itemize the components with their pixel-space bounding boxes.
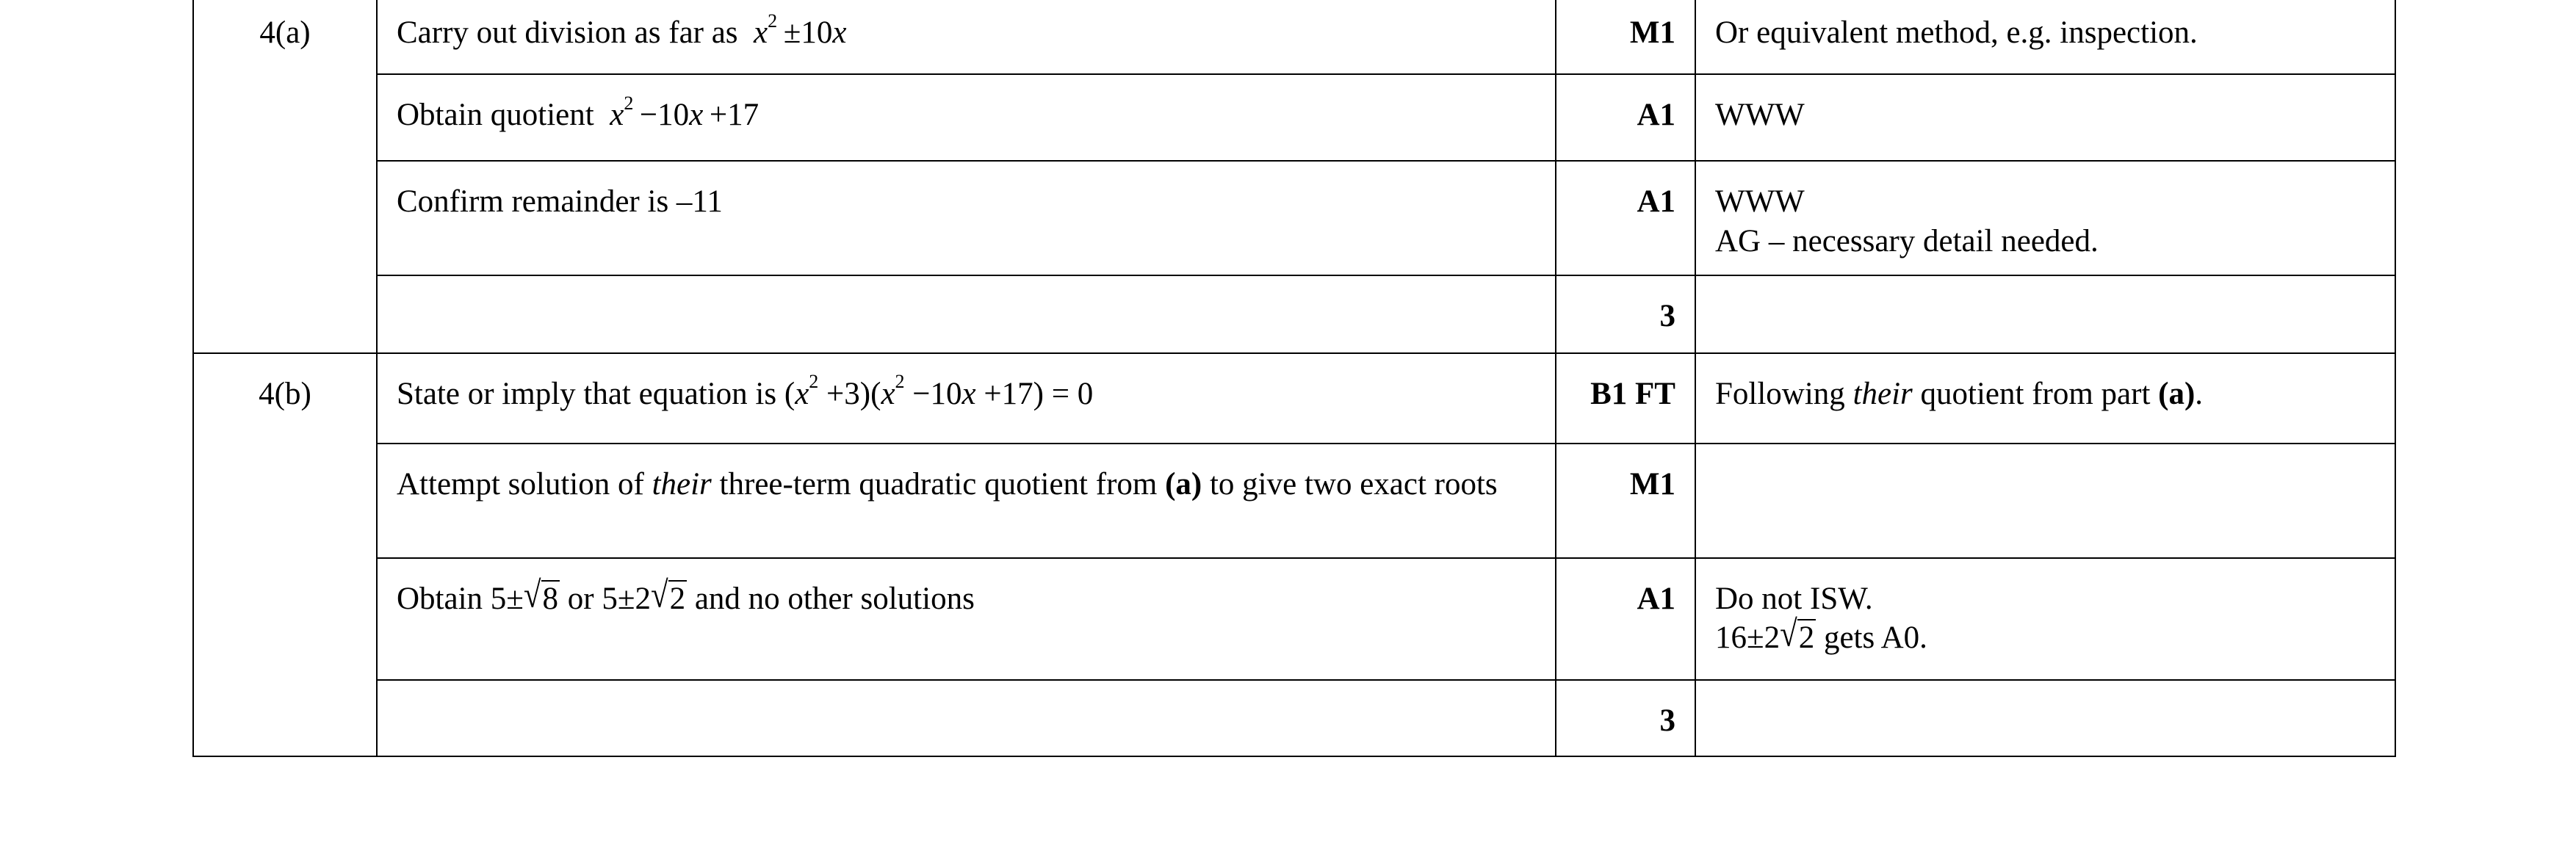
mark-cell: M1: [1556, 0, 1695, 74]
mark-cell: B1 FT: [1556, 353, 1695, 444]
guidance-cell: Following their quotient from part (a).: [1695, 353, 2395, 444]
guidance-cell: Or equivalent method, e.g. inspection.: [1695, 0, 2395, 74]
answer-cell: Obtain quotient $x^2 -10x +17$: [377, 74, 1556, 161]
table-row: [193, 558, 2395, 680]
answer-cell: Confirm remainder is –11: [377, 161, 1556, 275]
math-expression: $x^2 \pm 10x$: [754, 10, 847, 50]
answer-cell: State or imply that equation is $(x^2 +3)(x^2 -10x +17) = 0$: [377, 353, 1556, 444]
mark-scheme-table: [192, 0, 2396, 757]
square-root: √8: [523, 574, 559, 616]
answer-cell-empty: [377, 275, 1556, 353]
question-number: 4(a): [193, 0, 377, 353]
table-row: [193, 444, 2395, 558]
table-row: [193, 0, 2395, 74]
total-mark: 3: [1556, 275, 1695, 353]
guidance-cell-empty: [1695, 444, 2395, 558]
guidance-cell: WWW AG – necessary detail needed.: [1695, 161, 2395, 275]
table-row: [193, 161, 2395, 275]
table-row-total: [193, 680, 2395, 756]
mark-cell: A1: [1556, 74, 1695, 161]
total-mark: 3: [1556, 680, 1695, 756]
table-row: [193, 74, 2395, 161]
answer-cell: Attempt solution of their three-term quadratic quotient from (a) to give two exact roots: [377, 444, 1556, 558]
answer-cell-empty: [377, 680, 1556, 756]
table-row-total: [193, 275, 2395, 353]
math-expression: $x^2 -10x +17$: [610, 92, 760, 132]
square-root: √2: [650, 574, 686, 616]
guidance-cell: Do not ISW. 16±2√2 gets A0.: [1695, 558, 2395, 680]
table-row: [193, 353, 2395, 444]
question-number: 4(b): [193, 353, 377, 756]
guidance-cell: WWW: [1695, 74, 2395, 161]
answer-cell: Obtain 5±√8 or 5±2√2 and no other solutions: [377, 558, 1556, 680]
guidance-cell-empty: [1695, 275, 2395, 353]
mark-cell: A1: [1556, 161, 1695, 275]
mark-cell: A1: [1556, 558, 1695, 680]
mark-cell: M1: [1556, 444, 1695, 558]
answer-cell: Carry out division as far as $x^2 \pm 10x$: [377, 0, 1556, 74]
guidance-cell-empty: [1695, 680, 2395, 756]
math-expression: $(x^2 +3)(x^2 -10x +17) = 0$: [784, 371, 1094, 411]
square-root: √2: [1780, 614, 1815, 656]
